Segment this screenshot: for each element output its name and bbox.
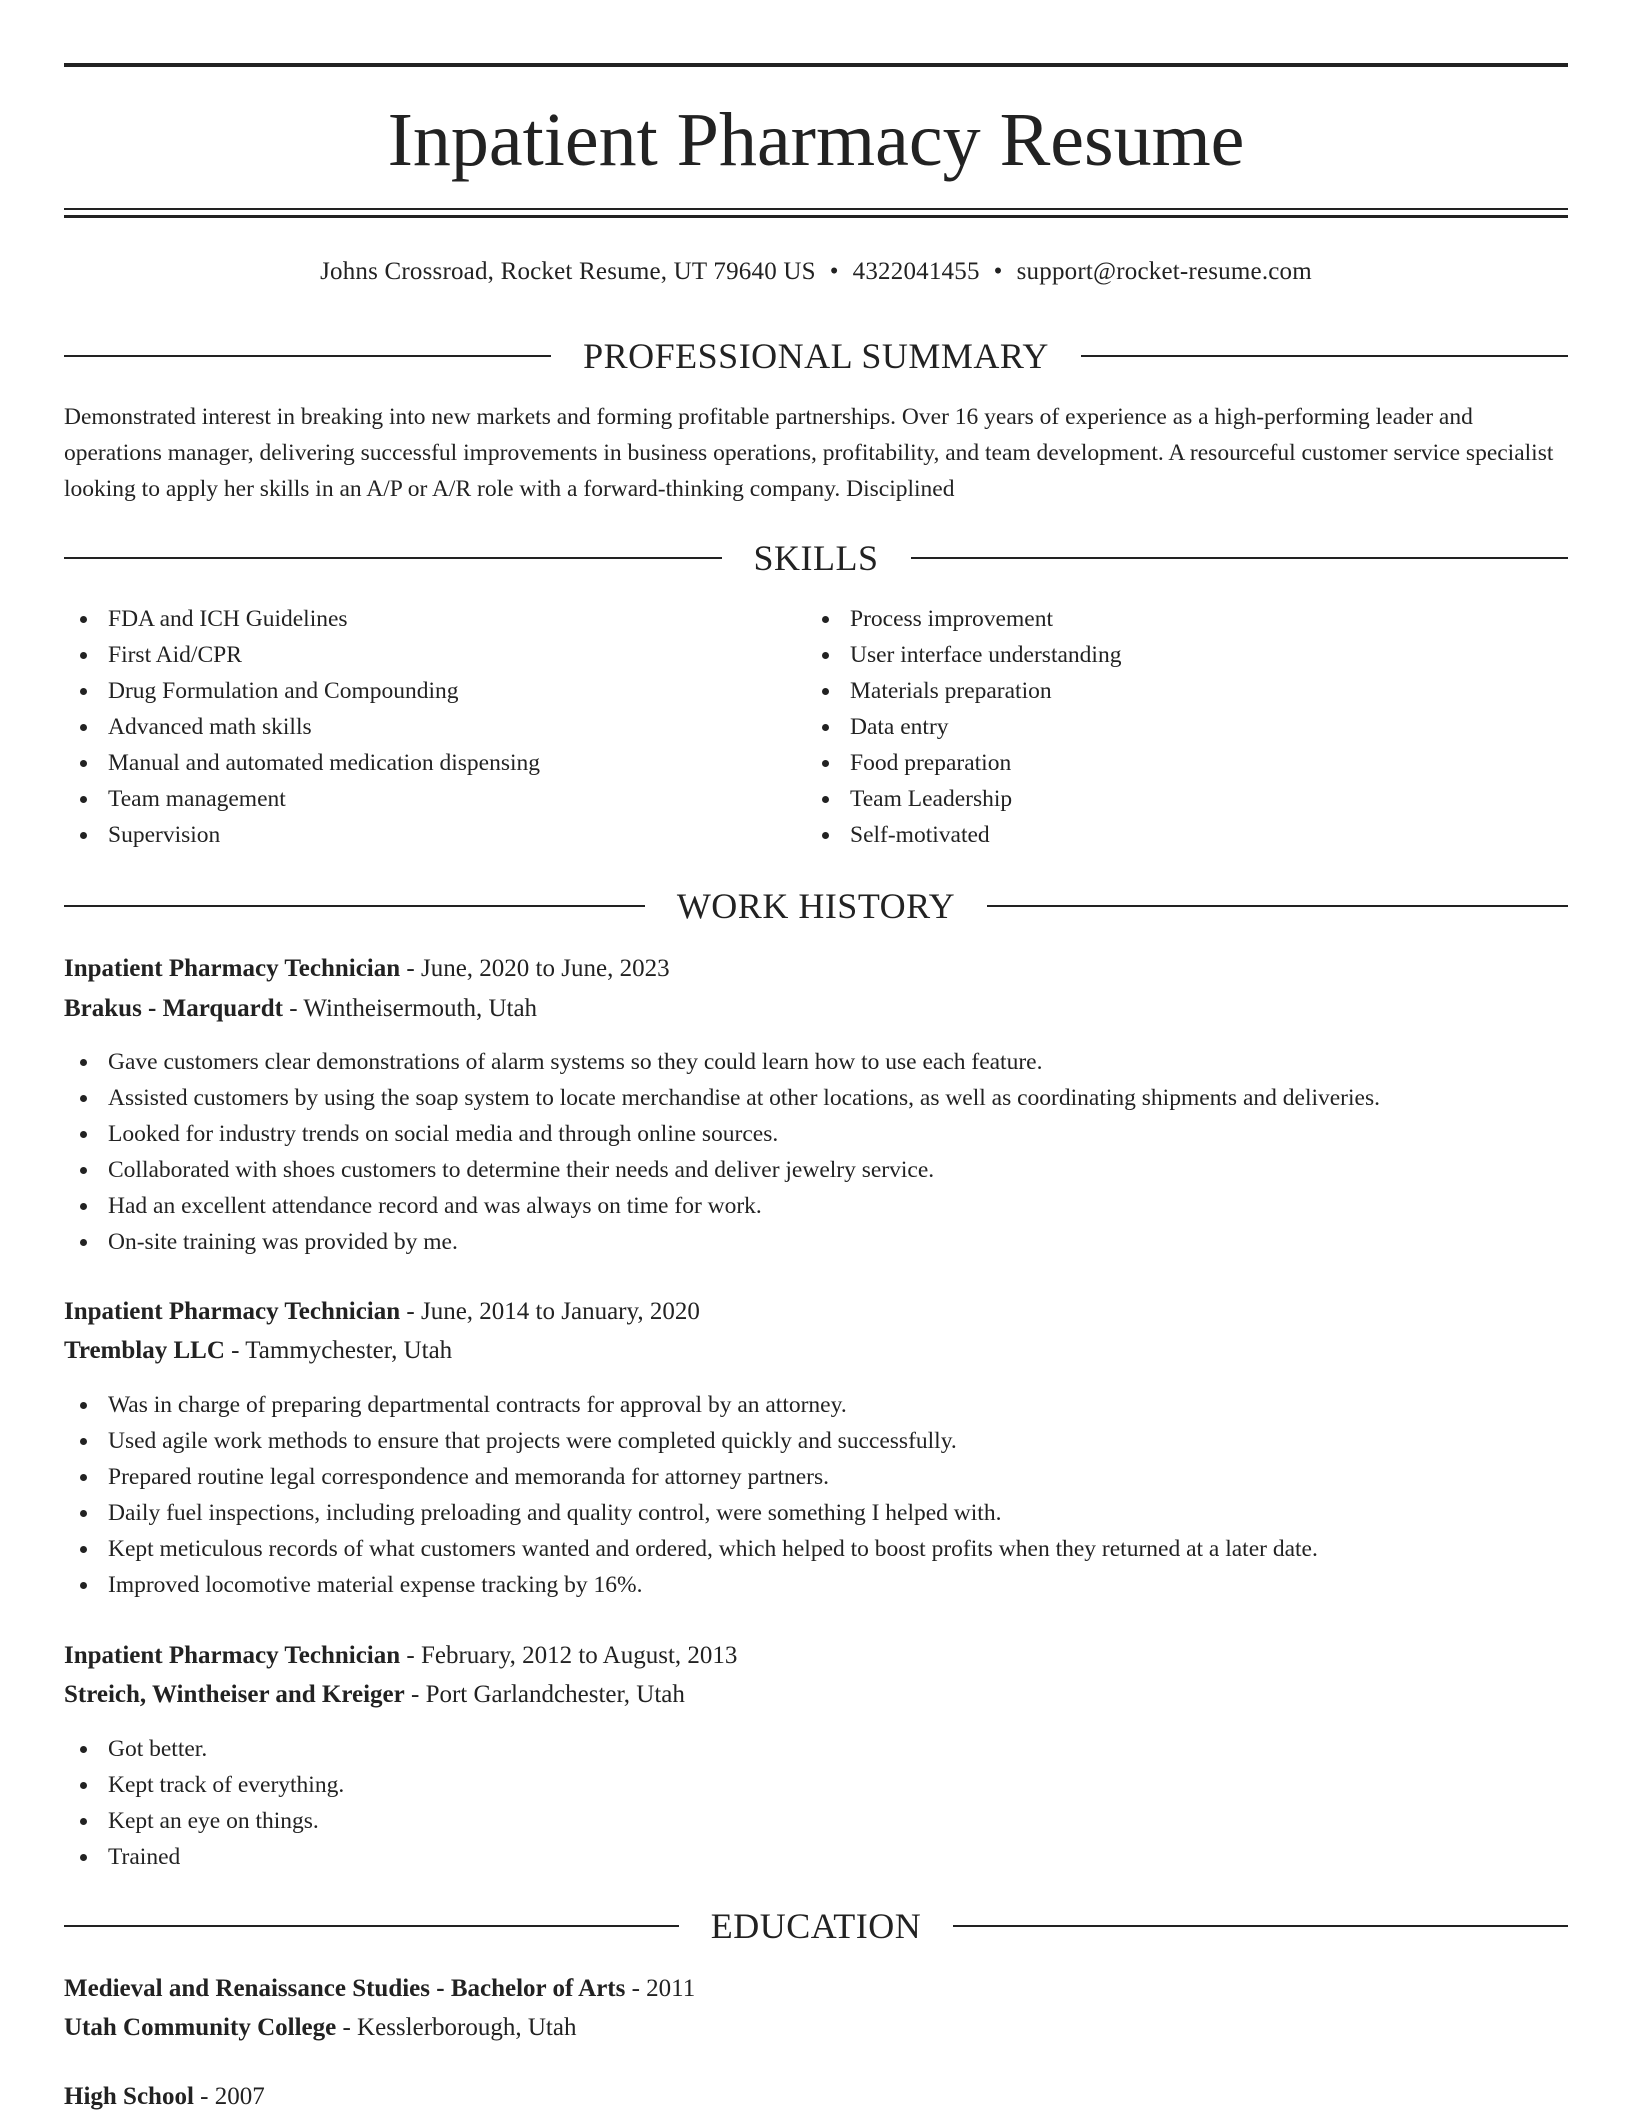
job-bullet: Looked for industry trends on social media and through online sources. xyxy=(64,1116,1568,1152)
skill-item: Advanced math skills xyxy=(64,709,804,745)
skill-item: First Aid/CPR xyxy=(64,637,804,673)
skill-item: Food preparation xyxy=(806,745,1546,781)
skills-list-left xyxy=(64,601,804,853)
job-title-line xyxy=(64,1293,1568,1331)
skill-item: Supervision xyxy=(64,817,804,853)
job-title-line xyxy=(64,1637,1568,1675)
section-heading-skills xyxy=(64,536,1568,580)
job-bullet: Was in charge of preparing departmental contracts for approval by an attorney. xyxy=(64,1387,1568,1423)
skill-item: Self-motivated xyxy=(806,817,1546,853)
job-title: Inpatient Pharmacy Technician xyxy=(64,955,401,982)
job-company: Streich, Wintheiser and Kreiger xyxy=(64,1681,405,1708)
summary-text: Demonstrated interest in breaking into new markets and forming profitable partnerships. Over 16 years of experience as a high-performing leader and operations manager, delivering successful improvements in business operations, profitability, and team development. A resourceful customer service specialist looking to apply her skills in an A/P or A/R role with a forward-thinking company. Disciplined xyxy=(64,404,1554,502)
heading-rule xyxy=(953,1925,1568,1927)
job-dates: - June, 2014 to January, 2020 xyxy=(400,1298,700,1325)
contact-line xyxy=(64,252,1568,292)
job-location: - Wintheisermouth, Utah xyxy=(283,995,538,1022)
section-heading-work xyxy=(64,884,1568,928)
skill-item: Process improvement xyxy=(806,601,1546,637)
job-bullet-list xyxy=(64,1731,1568,1875)
contact-separator: • xyxy=(993,258,1003,285)
job-dates: - June, 2020 to June, 2023 xyxy=(400,955,670,982)
job-title: Inpatient Pharmacy Technician xyxy=(64,1642,401,1669)
job-bullet: Daily fuel inspections, including preloading and quality control, were something I helped with. xyxy=(64,1495,1568,1531)
job-bullet: Kept track of everything. xyxy=(64,1767,1568,1803)
section-title: WORK HISTORY xyxy=(676,886,956,926)
job-company-line xyxy=(64,990,1568,1028)
job-company: Tremblay LLC xyxy=(64,1337,225,1364)
skill-item: Data entry xyxy=(806,709,1546,745)
job-bullet: Used agile work methods to ensure that projects were completed quickly and successfully. xyxy=(64,1423,1568,1459)
job-bullet: On-site training was provided by me. xyxy=(64,1224,1568,1260)
job-bullet: Trained xyxy=(64,1839,1568,1875)
job-bullet-list xyxy=(64,1044,1568,1260)
education-school: Utah Community College xyxy=(64,2014,337,2041)
contact-phone: 4322041455 xyxy=(852,258,980,285)
top-rule xyxy=(64,63,1568,67)
job-title-line xyxy=(64,950,1568,988)
heading-rule xyxy=(64,355,551,357)
heading-rule xyxy=(64,1925,679,1927)
job-bullet-list xyxy=(64,1387,1568,1603)
job-location: - Port Garlandchester, Utah xyxy=(404,1681,685,1708)
heading-rule xyxy=(987,905,1568,907)
job-bullet: Collaborated with shoes customers to determine their needs and deliver jewelry service. xyxy=(64,1152,1568,1188)
education-year: - 2011 xyxy=(625,1975,696,2002)
job-bullet: Assisted customers by using the soap system to locate merchandise at other locations, as well as coordinating shipments and deliveries. xyxy=(64,1080,1568,1116)
section-heading-education xyxy=(64,1904,1568,1948)
skill-item: Drug Formulation and Compounding xyxy=(64,673,804,709)
education-degree: High School xyxy=(64,2083,194,2110)
education-degree: Medieval and Renaissance Studies - Bachelor of Arts xyxy=(64,1975,626,2002)
job-bullet: Improved locomotive material expense tracking by 16%. xyxy=(64,1567,1568,1603)
heading-rule xyxy=(64,557,722,559)
job-location: - Tammychester, Utah xyxy=(224,1337,453,1364)
job-bullet: Had an excellent attendance record and was always on time for work. xyxy=(64,1188,1568,1224)
job-dates: - February, 2012 to August, 2013 xyxy=(400,1642,738,1669)
job-bullet: Gave customers clear demonstrations of alarm systems so they could learn how to use each feature. xyxy=(64,1044,1568,1080)
skill-item: Team management xyxy=(64,781,804,817)
job-company: Brakus - Marquardt xyxy=(64,995,284,1022)
job-bullet: Kept meticulous records of what customers wanted and ordered, which helped to boost profits when they returned at a later date. xyxy=(64,1531,1568,1567)
job-bullet: Prepared routine legal correspondence and memoranda for attorney partners. xyxy=(64,1459,1568,1495)
job-bullet: Kept an eye on things. xyxy=(64,1803,1568,1839)
contact-email: support@rocket-resume.com xyxy=(1016,258,1312,285)
heading-rule xyxy=(1081,355,1568,357)
skill-item: Manual and automated medication dispensing xyxy=(64,745,804,781)
heading-rule xyxy=(64,905,645,907)
job-title: Inpatient Pharmacy Technician xyxy=(64,1298,401,1325)
job-bullet: Got better. xyxy=(64,1731,1568,1767)
section-title: PROFESSIONAL SUMMARY xyxy=(583,336,1049,376)
education-degree-line xyxy=(64,2078,1568,2116)
skill-item: Team Leadership xyxy=(806,781,1546,817)
education-degree-line xyxy=(64,1970,1568,2008)
education-year: - 2007 xyxy=(193,2083,265,2110)
job-company-line xyxy=(64,1332,1568,1370)
resume-title: Inpatient Pharmacy Resume xyxy=(387,98,1245,182)
section-title: SKILLS xyxy=(753,538,879,578)
job-company-line xyxy=(64,1676,1568,1714)
heading-rule xyxy=(911,557,1569,559)
education-location: - Kesslerborough, Utah xyxy=(336,2014,577,2041)
education-school-line xyxy=(64,2009,1568,2047)
skill-item: Materials preparation xyxy=(806,673,1546,709)
skills-list-right xyxy=(806,601,1546,853)
title-double-rule xyxy=(64,208,1568,218)
contact-address: Johns Crossroad, Rocket Resume, UT 79640 US xyxy=(320,258,816,285)
contact-separator: • xyxy=(829,258,839,285)
skill-item: FDA and ICH Guidelines xyxy=(64,601,804,637)
section-title: EDUCATION xyxy=(710,1906,922,1946)
skill-item: User interface understanding xyxy=(806,637,1546,673)
section-heading-summary xyxy=(64,334,1568,378)
